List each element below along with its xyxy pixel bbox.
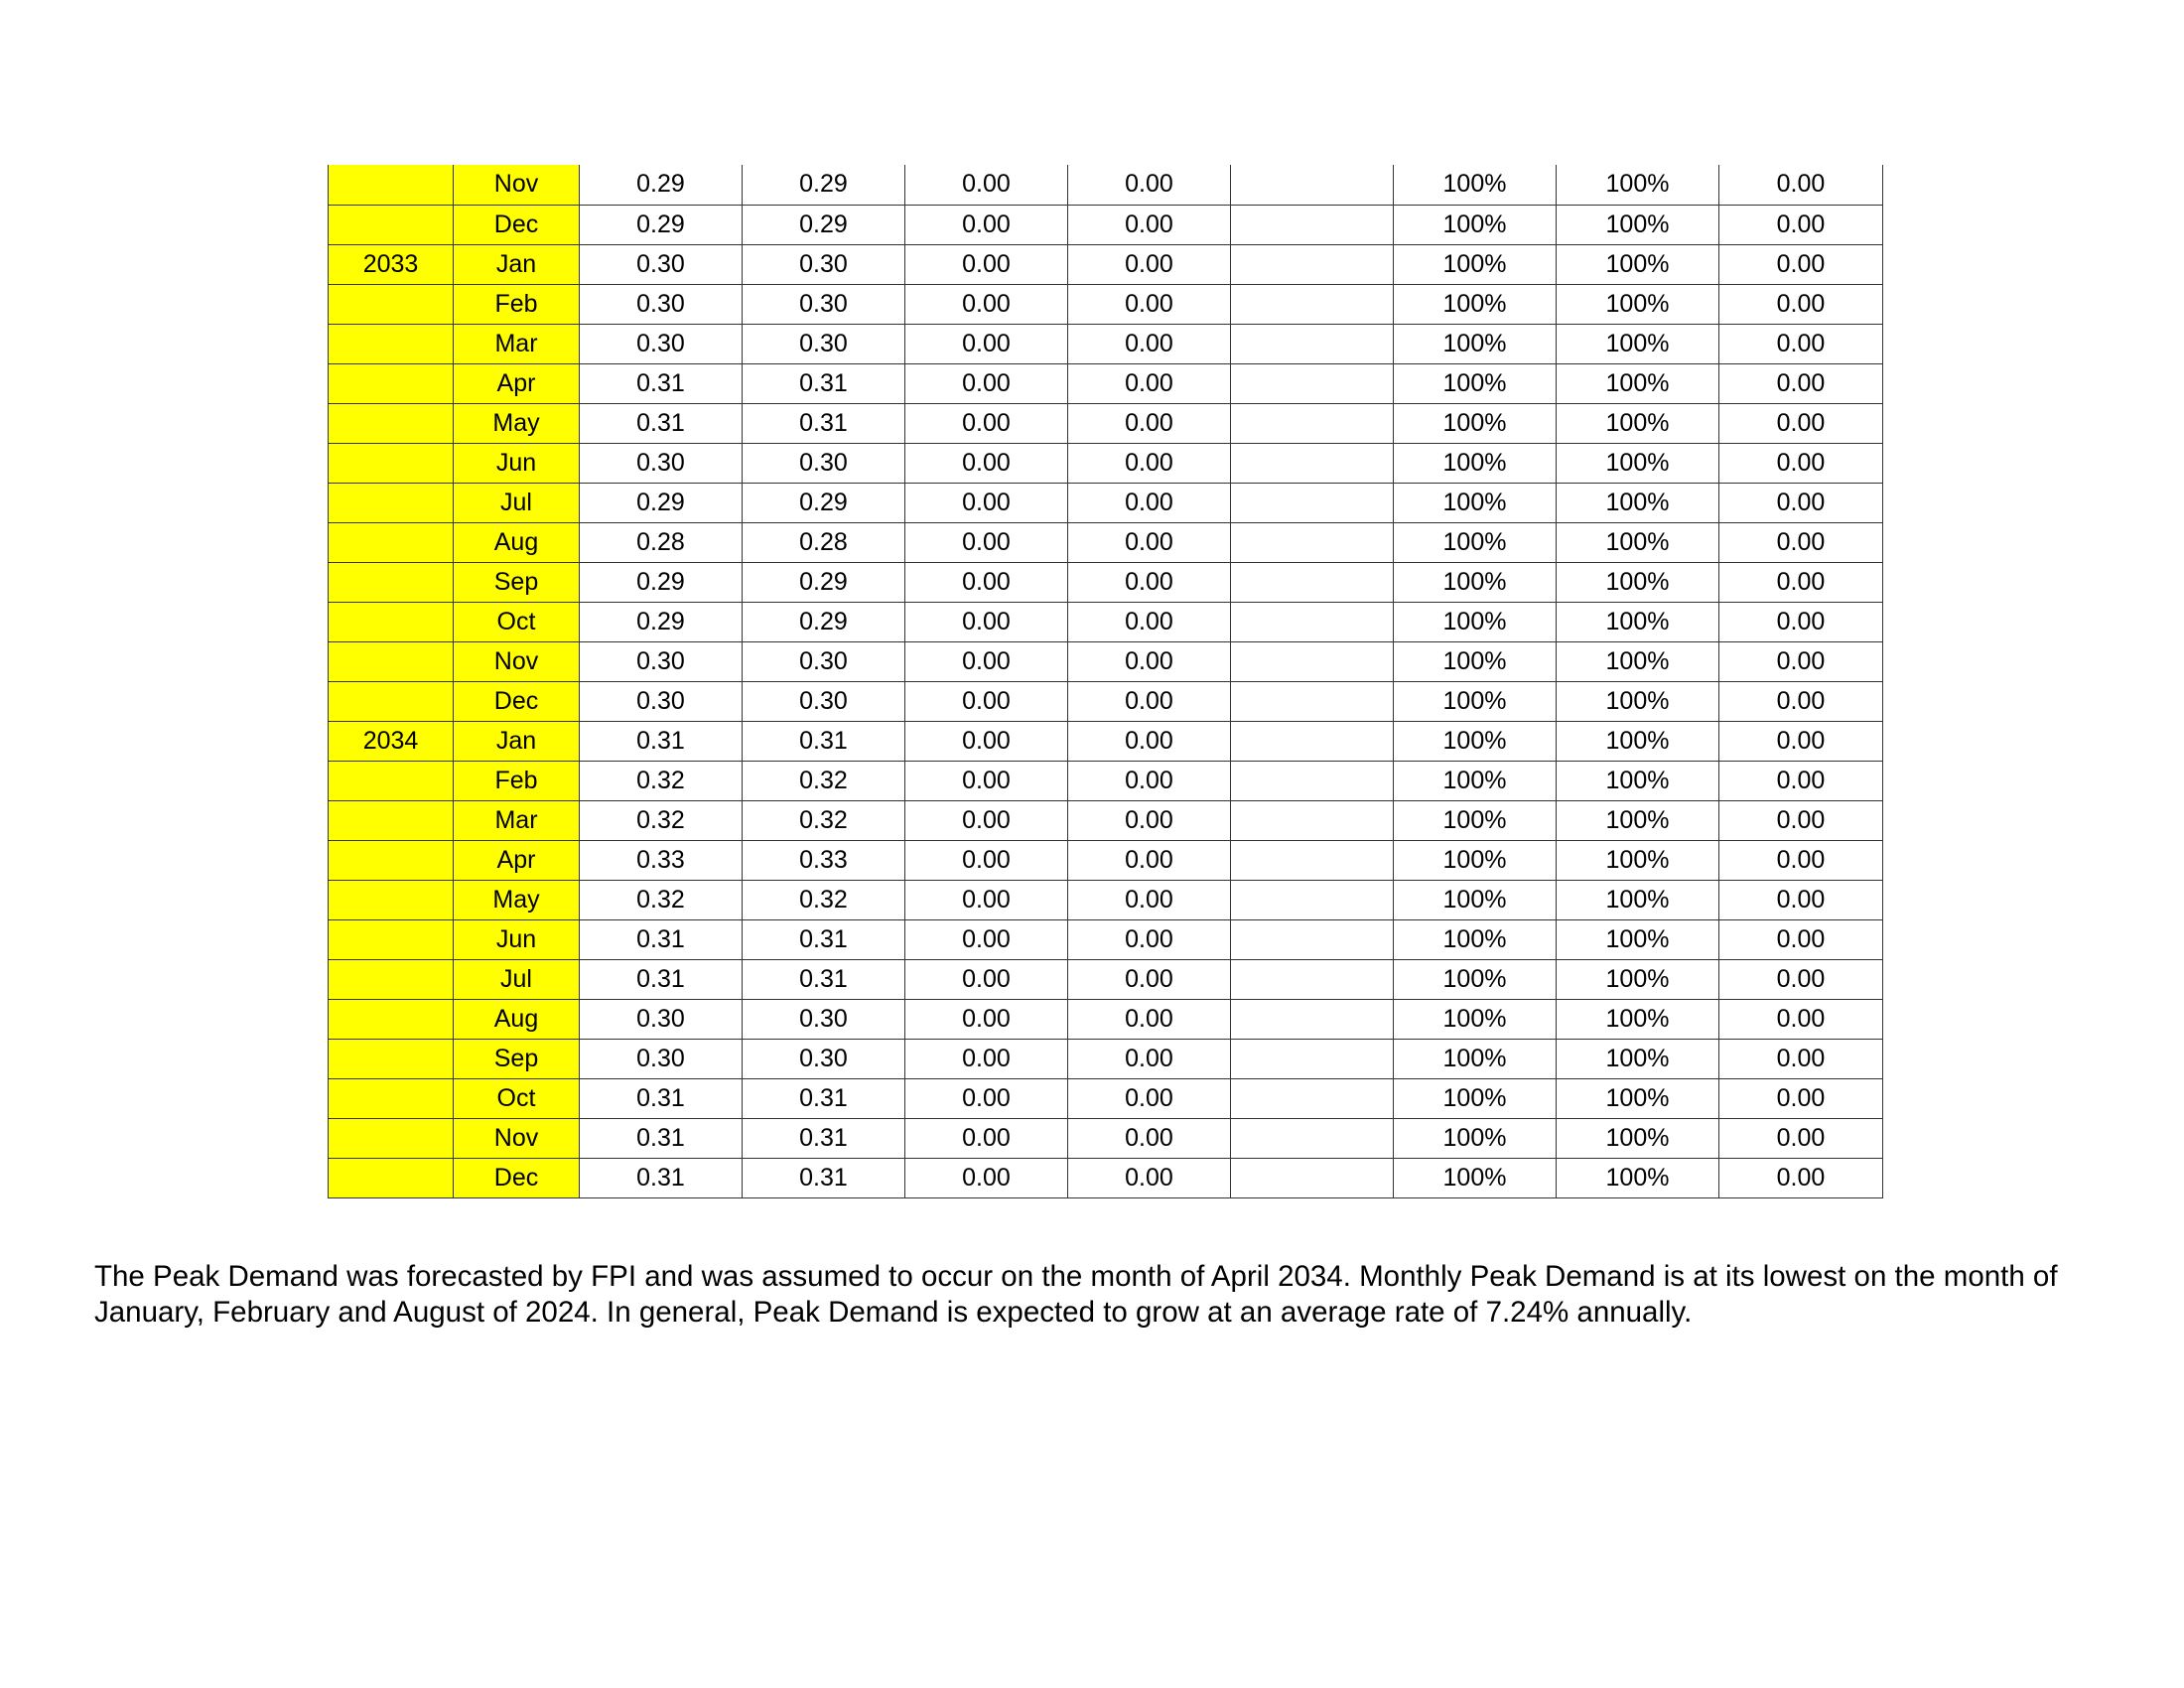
value-cell: 0.31 xyxy=(743,721,905,761)
percent-cell: 100% xyxy=(1394,403,1557,443)
value-cell: 0.00 xyxy=(905,363,1068,403)
table-row xyxy=(329,959,1883,999)
value-cell: 0.30 xyxy=(743,1039,905,1078)
table-row xyxy=(329,205,1883,244)
value-cell: 0.31 xyxy=(743,403,905,443)
value-cell: 0.29 xyxy=(743,602,905,641)
value-cell: 0.00 xyxy=(1719,602,1883,641)
year-cell xyxy=(329,800,454,840)
year-cell xyxy=(329,880,454,919)
value-cell: 0.28 xyxy=(743,522,905,562)
value-cell: 0.00 xyxy=(905,562,1068,602)
percent-cell: 100% xyxy=(1557,721,1719,761)
month-cell: Nov xyxy=(454,1118,580,1158)
percent-cell: 100% xyxy=(1394,1118,1557,1158)
value-cell: 0.31 xyxy=(580,1118,743,1158)
percent-cell: 100% xyxy=(1557,1118,1719,1158)
percent-cell: 100% xyxy=(1394,324,1557,363)
value-cell: 0.00 xyxy=(1719,1039,1883,1078)
empty-cell xyxy=(1231,681,1394,721)
value-cell: 0.30 xyxy=(580,443,743,483)
percent-cell: 100% xyxy=(1557,919,1719,959)
value-cell: 0.00 xyxy=(905,761,1068,800)
value-cell: 0.30 xyxy=(580,324,743,363)
value-cell: 0.00 xyxy=(1719,483,1883,522)
value-cell: 0.31 xyxy=(580,363,743,403)
percent-cell: 100% xyxy=(1394,602,1557,641)
value-cell: 0.31 xyxy=(743,1078,905,1118)
month-cell: Aug xyxy=(454,522,580,562)
value-cell: 0.00 xyxy=(905,165,1068,205)
value-cell: 0.29 xyxy=(743,483,905,522)
empty-cell xyxy=(1231,483,1394,522)
table-row xyxy=(329,681,1883,721)
value-cell: 0.30 xyxy=(580,641,743,681)
empty-cell xyxy=(1231,1118,1394,1158)
percent-cell: 100% xyxy=(1557,244,1719,284)
month-cell: Dec xyxy=(454,205,580,244)
value-cell: 0.00 xyxy=(905,880,1068,919)
value-cell: 0.33 xyxy=(743,840,905,880)
value-cell: 0.00 xyxy=(1068,800,1231,840)
value-cell: 0.31 xyxy=(580,403,743,443)
percent-cell: 100% xyxy=(1557,443,1719,483)
value-cell: 0.33 xyxy=(580,840,743,880)
value-cell: 0.30 xyxy=(743,641,905,681)
value-cell: 0.00 xyxy=(905,522,1068,562)
value-cell: 0.00 xyxy=(905,721,1068,761)
empty-cell xyxy=(1231,363,1394,403)
value-cell: 0.00 xyxy=(1719,919,1883,959)
table-row xyxy=(329,244,1883,284)
empty-cell xyxy=(1231,880,1394,919)
percent-cell: 100% xyxy=(1394,1039,1557,1078)
value-cell: 0.00 xyxy=(1068,721,1231,761)
year-cell xyxy=(329,1039,454,1078)
value-cell: 0.00 xyxy=(1068,483,1231,522)
empty-cell xyxy=(1231,562,1394,602)
value-cell: 0.31 xyxy=(743,959,905,999)
month-cell: Dec xyxy=(454,1158,580,1197)
percent-cell: 100% xyxy=(1557,363,1719,403)
percent-cell: 100% xyxy=(1394,1078,1557,1118)
empty-cell xyxy=(1231,165,1394,205)
percent-cell: 100% xyxy=(1394,999,1557,1039)
value-cell: 0.00 xyxy=(1068,363,1231,403)
empty-cell xyxy=(1231,721,1394,761)
table-row xyxy=(329,919,1883,959)
value-cell: 0.31 xyxy=(580,959,743,999)
value-cell: 0.29 xyxy=(580,205,743,244)
year-cell xyxy=(329,284,454,324)
empty-cell xyxy=(1231,602,1394,641)
value-cell: 0.30 xyxy=(743,443,905,483)
value-cell: 0.32 xyxy=(743,761,905,800)
table-row xyxy=(329,1039,1883,1078)
table-row xyxy=(329,443,1883,483)
value-cell: 0.30 xyxy=(580,244,743,284)
year-cell xyxy=(329,999,454,1039)
table-row xyxy=(329,562,1883,602)
empty-cell xyxy=(1231,959,1394,999)
empty-cell xyxy=(1231,284,1394,324)
month-cell: Jul xyxy=(454,483,580,522)
percent-cell: 100% xyxy=(1557,1078,1719,1118)
year-cell xyxy=(329,363,454,403)
percent-cell: 100% xyxy=(1394,1158,1557,1197)
table-row xyxy=(329,403,1883,443)
percent-cell: 100% xyxy=(1557,840,1719,880)
empty-cell xyxy=(1231,403,1394,443)
value-cell: 0.31 xyxy=(743,1158,905,1197)
summary-paragraph: The Peak Demand was forecasted by FPI and was assumed to occur on the month of April 2034. Monthly Peak Demand is at its lowest on the month of January, February and August of 2024. In general, Peak Demand is expected to grow at an average rate of 7.24% annually. xyxy=(94,1260,2058,1329)
percent-cell: 100% xyxy=(1557,205,1719,244)
month-cell: Feb xyxy=(454,761,580,800)
value-cell: 0.00 xyxy=(905,919,1068,959)
table-row xyxy=(329,165,1883,205)
percent-cell: 100% xyxy=(1394,165,1557,205)
month-cell: Sep xyxy=(454,1039,580,1078)
percent-cell: 100% xyxy=(1557,800,1719,840)
value-cell: 0.00 xyxy=(1719,840,1883,880)
empty-cell xyxy=(1231,800,1394,840)
value-cell: 0.29 xyxy=(580,562,743,602)
value-cell: 0.30 xyxy=(743,681,905,721)
value-cell: 0.00 xyxy=(905,284,1068,324)
year-cell xyxy=(329,165,454,205)
value-cell: 0.00 xyxy=(1068,205,1231,244)
value-cell: 0.00 xyxy=(1719,363,1883,403)
month-cell: Dec xyxy=(454,681,580,721)
value-cell: 0.29 xyxy=(580,602,743,641)
percent-cell: 100% xyxy=(1557,522,1719,562)
value-cell: 0.00 xyxy=(1719,165,1883,205)
year-cell xyxy=(329,919,454,959)
value-cell: 0.30 xyxy=(580,1039,743,1078)
value-cell: 0.00 xyxy=(1719,800,1883,840)
percent-cell: 100% xyxy=(1394,721,1557,761)
value-cell: 0.00 xyxy=(1068,284,1231,324)
value-cell: 0.00 xyxy=(1068,880,1231,919)
month-cell: May xyxy=(454,403,580,443)
value-cell: 0.32 xyxy=(580,800,743,840)
empty-cell xyxy=(1231,761,1394,800)
percent-cell: 100% xyxy=(1394,562,1557,602)
month-cell: Jun xyxy=(454,919,580,959)
empty-cell xyxy=(1231,641,1394,681)
percent-cell: 100% xyxy=(1394,800,1557,840)
percent-cell: 100% xyxy=(1557,880,1719,919)
month-cell: Aug xyxy=(454,999,580,1039)
value-cell: 0.00 xyxy=(905,483,1068,522)
peak-demand-table xyxy=(328,165,1883,1198)
value-cell: 0.00 xyxy=(1068,1118,1231,1158)
value-cell: 0.00 xyxy=(1068,761,1231,800)
empty-cell xyxy=(1231,443,1394,483)
month-cell: Nov xyxy=(454,641,580,681)
value-cell: 0.00 xyxy=(1719,284,1883,324)
month-cell: Oct xyxy=(454,602,580,641)
year-cell xyxy=(329,761,454,800)
month-cell: Sep xyxy=(454,562,580,602)
percent-cell: 100% xyxy=(1394,681,1557,721)
value-cell: 0.31 xyxy=(580,1158,743,1197)
value-cell: 0.29 xyxy=(580,483,743,522)
percent-cell: 100% xyxy=(1394,880,1557,919)
value-cell: 0.29 xyxy=(743,205,905,244)
empty-cell xyxy=(1231,840,1394,880)
empty-cell xyxy=(1231,1039,1394,1078)
percent-cell: 100% xyxy=(1394,244,1557,284)
table-row xyxy=(329,761,1883,800)
value-cell: 0.32 xyxy=(743,800,905,840)
value-cell: 0.00 xyxy=(905,443,1068,483)
year-cell xyxy=(329,641,454,681)
value-cell: 0.00 xyxy=(1068,959,1231,999)
value-cell: 0.00 xyxy=(905,403,1068,443)
value-cell: 0.00 xyxy=(1068,1158,1231,1197)
year-cell xyxy=(329,403,454,443)
value-cell: 0.00 xyxy=(1068,562,1231,602)
value-cell: 0.00 xyxy=(1068,165,1231,205)
value-cell: 0.30 xyxy=(580,284,743,324)
value-cell: 0.00 xyxy=(905,205,1068,244)
percent-cell: 100% xyxy=(1557,284,1719,324)
year-cell: 2034 xyxy=(329,721,454,761)
value-cell: 0.00 xyxy=(1719,562,1883,602)
percent-cell: 100% xyxy=(1557,1039,1719,1078)
empty-cell xyxy=(1231,244,1394,284)
value-cell: 0.31 xyxy=(743,1118,905,1158)
month-cell: Jul xyxy=(454,959,580,999)
percent-cell: 100% xyxy=(1394,363,1557,403)
year-cell xyxy=(329,522,454,562)
value-cell: 0.00 xyxy=(1719,244,1883,284)
value-cell: 0.28 xyxy=(580,522,743,562)
value-cell: 0.00 xyxy=(905,1158,1068,1197)
value-cell: 0.00 xyxy=(1068,681,1231,721)
value-cell: 0.00 xyxy=(905,800,1068,840)
percent-cell: 100% xyxy=(1394,443,1557,483)
table-row xyxy=(329,1078,1883,1118)
year-cell xyxy=(329,840,454,880)
percent-cell: 100% xyxy=(1557,959,1719,999)
month-cell: Jun xyxy=(454,443,580,483)
table-row xyxy=(329,1118,1883,1158)
table-row xyxy=(329,602,1883,641)
percent-cell: 100% xyxy=(1557,403,1719,443)
value-cell: 0.00 xyxy=(1719,205,1883,244)
percent-cell: 100% xyxy=(1557,761,1719,800)
month-cell: Jan xyxy=(454,244,580,284)
year-cell xyxy=(329,483,454,522)
value-cell: 0.00 xyxy=(905,641,1068,681)
empty-cell xyxy=(1231,1078,1394,1118)
year-cell: 2033 xyxy=(329,244,454,284)
value-cell: 0.00 xyxy=(1068,443,1231,483)
value-cell: 0.00 xyxy=(1719,880,1883,919)
table-row xyxy=(329,284,1883,324)
value-cell: 0.30 xyxy=(743,999,905,1039)
month-cell: Apr xyxy=(454,840,580,880)
value-cell: 0.29 xyxy=(743,562,905,602)
month-cell: Mar xyxy=(454,800,580,840)
percent-cell: 100% xyxy=(1394,641,1557,681)
value-cell: 0.00 xyxy=(1719,959,1883,999)
table-row xyxy=(329,363,1883,403)
table-row xyxy=(329,522,1883,562)
value-cell: 0.00 xyxy=(905,602,1068,641)
value-cell: 0.00 xyxy=(905,1078,1068,1118)
month-cell: Oct xyxy=(454,1078,580,1118)
table-row xyxy=(329,840,1883,880)
year-cell xyxy=(329,324,454,363)
value-cell: 0.00 xyxy=(1068,403,1231,443)
value-cell: 0.30 xyxy=(580,681,743,721)
percent-cell: 100% xyxy=(1394,522,1557,562)
year-cell xyxy=(329,681,454,721)
table-row xyxy=(329,324,1883,363)
value-cell: 0.00 xyxy=(1719,1158,1883,1197)
empty-cell xyxy=(1231,919,1394,959)
year-cell xyxy=(329,602,454,641)
value-cell: 0.00 xyxy=(905,244,1068,284)
value-cell: 0.00 xyxy=(1719,443,1883,483)
year-cell xyxy=(329,443,454,483)
value-cell: 0.00 xyxy=(1719,1118,1883,1158)
table-row xyxy=(329,721,1883,761)
month-cell: May xyxy=(454,880,580,919)
percent-cell: 100% xyxy=(1394,483,1557,522)
value-cell: 0.30 xyxy=(743,284,905,324)
empty-cell xyxy=(1231,1158,1394,1197)
empty-cell xyxy=(1231,999,1394,1039)
value-cell: 0.00 xyxy=(1719,999,1883,1039)
value-cell: 0.00 xyxy=(1719,721,1883,761)
value-cell: 0.00 xyxy=(1068,244,1231,284)
value-cell: 0.31 xyxy=(580,721,743,761)
value-cell: 0.00 xyxy=(905,1118,1068,1158)
value-cell: 0.29 xyxy=(580,165,743,205)
value-cell: 0.00 xyxy=(1719,403,1883,443)
value-cell: 0.29 xyxy=(743,165,905,205)
value-cell: 0.31 xyxy=(580,1078,743,1118)
value-cell: 0.30 xyxy=(580,999,743,1039)
percent-cell: 100% xyxy=(1394,919,1557,959)
table-row xyxy=(329,880,1883,919)
percent-cell: 100% xyxy=(1557,483,1719,522)
value-cell: 0.00 xyxy=(1719,761,1883,800)
value-cell: 0.30 xyxy=(743,324,905,363)
year-cell xyxy=(329,562,454,602)
value-cell: 0.00 xyxy=(905,681,1068,721)
empty-cell xyxy=(1231,522,1394,562)
value-cell: 0.32 xyxy=(580,761,743,800)
year-cell xyxy=(329,959,454,999)
table-body xyxy=(329,165,1883,1197)
value-cell: 0.00 xyxy=(905,999,1068,1039)
table-row xyxy=(329,483,1883,522)
value-cell: 0.00 xyxy=(1719,324,1883,363)
value-cell: 0.31 xyxy=(743,363,905,403)
percent-cell: 100% xyxy=(1557,165,1719,205)
table-row xyxy=(329,641,1883,681)
percent-cell: 100% xyxy=(1394,284,1557,324)
year-cell xyxy=(329,205,454,244)
month-cell: Mar xyxy=(454,324,580,363)
value-cell: 0.00 xyxy=(1719,1078,1883,1118)
percent-cell: 100% xyxy=(1394,959,1557,999)
table-row xyxy=(329,1158,1883,1197)
table-row xyxy=(329,800,1883,840)
value-cell: 0.00 xyxy=(1719,681,1883,721)
value-cell: 0.00 xyxy=(905,324,1068,363)
empty-cell xyxy=(1231,324,1394,363)
percent-cell: 100% xyxy=(1557,1158,1719,1197)
value-cell: 0.30 xyxy=(743,244,905,284)
year-cell xyxy=(329,1158,454,1197)
value-cell: 0.00 xyxy=(1068,1039,1231,1078)
table-row xyxy=(329,999,1883,1039)
value-cell: 0.00 xyxy=(905,1039,1068,1078)
month-cell: Jan xyxy=(454,721,580,761)
value-cell: 0.00 xyxy=(1068,522,1231,562)
percent-cell: 100% xyxy=(1394,840,1557,880)
percent-cell: 100% xyxy=(1557,681,1719,721)
percent-cell: 100% xyxy=(1394,205,1557,244)
value-cell: 0.00 xyxy=(1068,324,1231,363)
value-cell: 0.00 xyxy=(1068,999,1231,1039)
percent-cell: 100% xyxy=(1557,562,1719,602)
value-cell: 0.00 xyxy=(905,959,1068,999)
empty-cell xyxy=(1231,205,1394,244)
percent-cell: 100% xyxy=(1557,324,1719,363)
value-cell: 0.00 xyxy=(1719,522,1883,562)
percent-cell: 100% xyxy=(1557,602,1719,641)
year-cell xyxy=(329,1078,454,1118)
year-cell xyxy=(329,1118,454,1158)
percent-cell: 100% xyxy=(1557,999,1719,1039)
value-cell: 0.31 xyxy=(580,919,743,959)
value-cell: 0.00 xyxy=(1068,602,1231,641)
month-cell: Feb xyxy=(454,284,580,324)
month-cell: Nov xyxy=(454,165,580,205)
value-cell: 0.32 xyxy=(580,880,743,919)
value-cell: 0.31 xyxy=(743,919,905,959)
value-cell: 0.00 xyxy=(1068,1078,1231,1118)
value-cell: 0.00 xyxy=(1068,919,1231,959)
percent-cell: 100% xyxy=(1557,641,1719,681)
value-cell: 0.00 xyxy=(1719,641,1883,681)
month-cell: Apr xyxy=(454,363,580,403)
value-cell: 0.00 xyxy=(1068,641,1231,681)
value-cell: 0.32 xyxy=(743,880,905,919)
percent-cell: 100% xyxy=(1394,761,1557,800)
value-cell: 0.00 xyxy=(1068,840,1231,880)
value-cell: 0.00 xyxy=(905,840,1068,880)
